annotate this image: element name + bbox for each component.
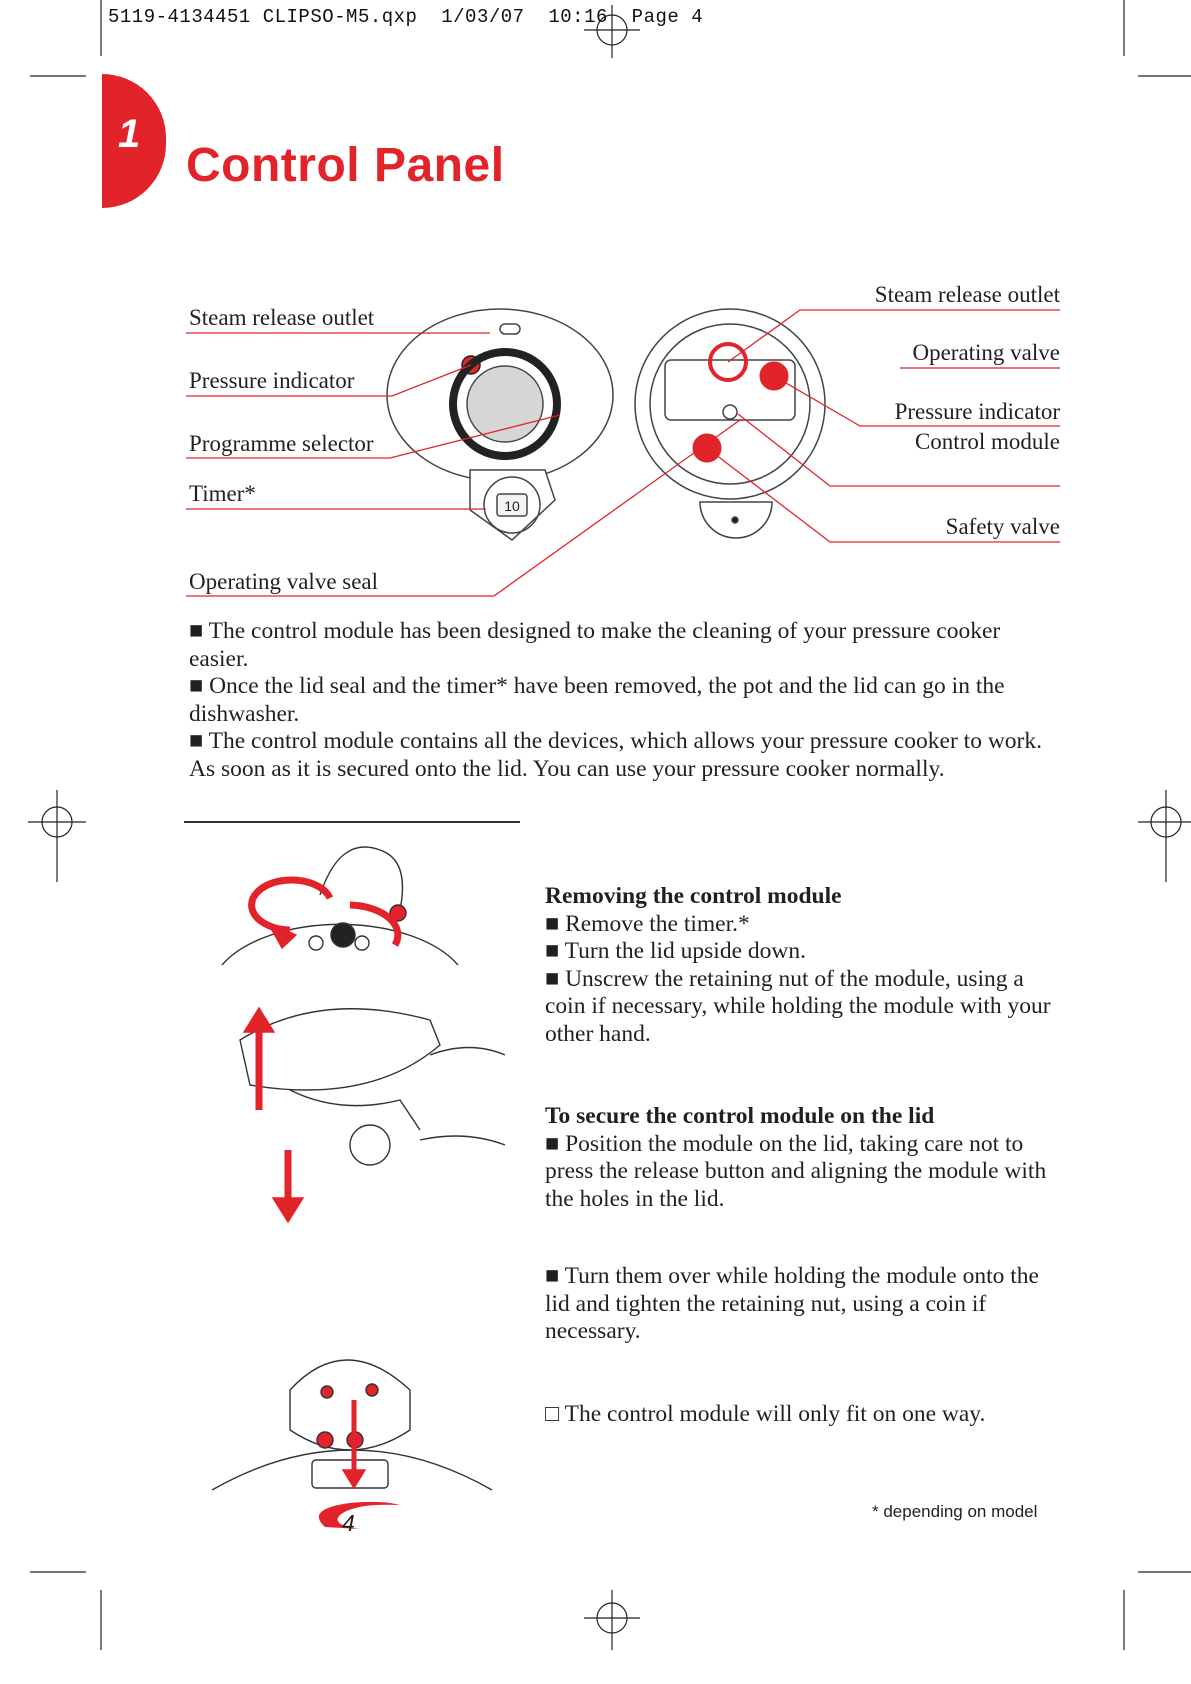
securing-instructions (545, 1103, 1055, 1213)
footnote: * depending on model (872, 1502, 1038, 1521)
step: ■ Remove the timer.* (545, 910, 750, 937)
label-pressure-indicator-left: Pressure indicator (189, 368, 355, 393)
page-title: Control Panel (186, 139, 505, 192)
label-programme-selector: Programme selector (189, 431, 374, 456)
paragraph: ■ Once the lid seal and the timer* have been removed, the pot and the lid can go in the dishwasher. (189, 673, 1005, 727)
note-text: □ The control module will only fit on one way. (545, 1401, 986, 1427)
label-control-module: Control module (914, 429, 1060, 454)
label-steam-release-outlet-right: Steam release outlet (874, 282, 1060, 307)
paragraph: ■ The control module contains all the devices, which allows your pressure cooker to work. As soon as it is secured onto the lid. You can use your pressure cooker normally. (189, 728, 1043, 782)
label-steam-release-outlet-left: Steam release outlet (189, 305, 375, 330)
turn-over-instruction (545, 1263, 1055, 1346)
label-safety-valve: Safety valve (945, 514, 1060, 539)
step: ■ Position the module on the lid, taking care not to press the release button and aligning the module with the holes in the lid. (545, 1130, 1047, 1212)
timer-display: 10 (504, 498, 520, 514)
label-timer: Timer* (189, 481, 256, 506)
label-operating-valve-seal: Operating valve seal (189, 569, 379, 594)
label-pressure-indicator-right: Pressure indicator (894, 399, 1060, 424)
removing-heading: Removing the control module (545, 883, 842, 909)
step: ■ Unscrew the retaining nut of the module, using a coin if necessary, while holding the module with your other hand. (545, 965, 1051, 1047)
step: ■ Turn them over while holding the module onto the lid and tighten the retaining nut, using a coin if necessary. (545, 1263, 1039, 1344)
rotate-arrow (252, 880, 330, 930)
hand-fingers (320, 847, 403, 910)
removing-instructions (545, 883, 1055, 1048)
securing-heading: To secure the control module on the lid (545, 1103, 935, 1129)
note (545, 1401, 1055, 1429)
step: ■ Turn the lid upside down. (545, 938, 806, 964)
paragraph: ■ The control module has been designed to make the cleaning of your pressure cooker easier. (189, 618, 1001, 672)
chapter-number: 1 (118, 112, 141, 156)
page-number: 4 (342, 1510, 355, 1536)
lid-holding (240, 1009, 440, 1090)
label-operating-valve: Operating valve (912, 340, 1060, 365)
module (290, 1090, 420, 1130)
page-number-swoosh (319, 1502, 400, 1529)
retaining-nut (331, 923, 355, 947)
print-slug: 5119-4134451 CLIPSO-M5.qxp 1/03/07 10:16 Page 4 (108, 6, 704, 28)
